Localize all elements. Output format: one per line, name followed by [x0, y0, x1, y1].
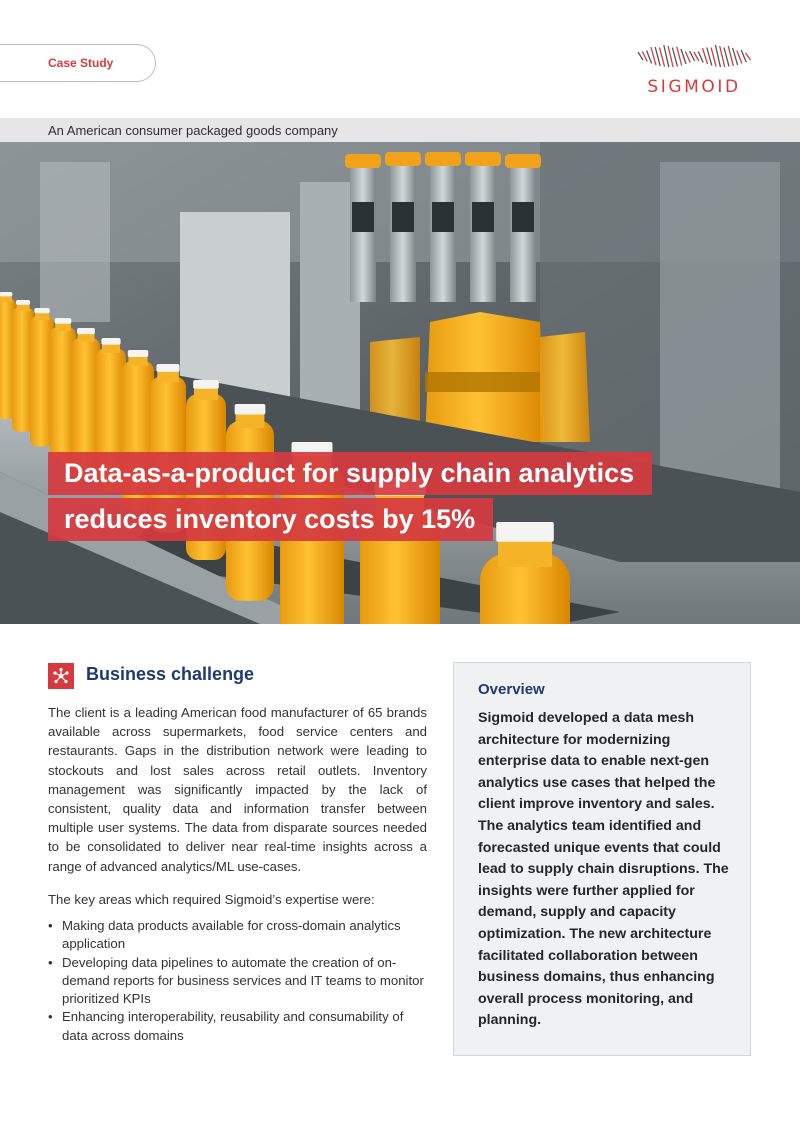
list-item: • Developing data pipelines to automate the creation of on-demand reports for business services and IT teams to monitor prioritized KPIs — [48, 954, 424, 1007]
hero-image — [0, 142, 800, 624]
expertise-list — [48, 917, 428, 1045]
hero-headline — [48, 452, 652, 541]
bottling-line-illustration — [0, 142, 800, 624]
headline-line-1: Data-as-a-product for supply chain analytics — [48, 452, 652, 495]
company-description-band — [0, 118, 800, 142]
sigmoid-logo — [632, 30, 754, 96]
list-item: • Enhancing interoperability, reusability and consumability of data across domains — [48, 1009, 404, 1043]
case-study-tag — [0, 44, 156, 82]
headline-line-2: reduces inventory costs by 15% — [48, 498, 493, 541]
case-study-label: Case Study — [48, 56, 114, 70]
business-challenge-title: Business challenge — [86, 664, 255, 684]
brand-name: SIGMOID — [647, 77, 741, 97]
overview-box — [453, 662, 751, 1056]
list-item: • Making data products available for cross-domain analytics application — [48, 918, 401, 952]
business-challenge-paragraph: The client is a leading American food manufacturer of 65 brands available across supermarkets, food service centers and restaurants. Gaps in the distribution network were leading to stockouts and lost sales across retail outlets. Inventory management was significantly impacted by the lack of consistent, quality data and information transfer between multiple user systems. The data from disparate sources needed to be consolidated to deliver near real-time insights across a range of advanced analytics/ML use-cases. — [48, 705, 427, 874]
overview-body: Sigmoid developed a data mesh architecture for modernizing enterprise data to enable next-gen analytics use cases that helped the client improve inventory and sales. The analytics team identified and forecasted unique events that could lead to supply chain disruptions. The insights were further applied for demand, supply and capacity optimization. The new architecture facilitated collaboration between business domains, thus enhancing overall process monitoring, and planning. — [478, 710, 729, 1029]
network-nodes-icon — [48, 663, 74, 689]
company-description: An American consumer packaged goods company — [48, 122, 338, 138]
expertise-lead: The key areas which required Sigmoid’s expertise were: — [48, 892, 375, 907]
list-item-text: Enhancing interoperability, reusability and consumability of data across domains — [62, 1009, 404, 1043]
list-item-text: Developing data pipelines to automate the creation of on-demand reports for business services and IT teams to monitor prioritized KPIs — [62, 954, 424, 1007]
overview-title: Overview — [478, 681, 545, 698]
sigmoid-logo-mark — [632, 30, 754, 76]
list-item-text: Making data products available for cross-domain analytics application — [62, 918, 401, 952]
